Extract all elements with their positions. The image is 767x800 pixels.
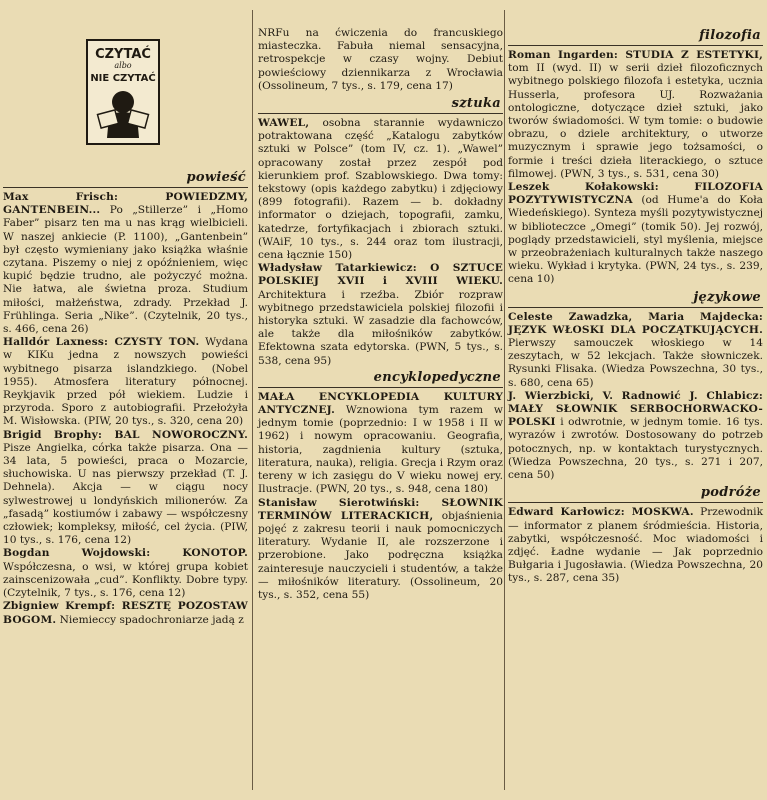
logo-line2: albo bbox=[114, 61, 132, 70]
entry-text: Po „Stillerze” i „Homo Faber” pisarz ten ma u nas krąg wielbicieli. W naszej ankiecie (P. 1100), „Gantenbein” był często wymieniany jako książka właśnie czytana. Piszemy o niej z opóźnieniem, więc kupić będzie trudno, ale pożyczyć można. Nie łatwa, ale świetna proza. Studium miłości, małżeństwa, zdrady. Przekład J. Frühlinga. Seria „Nike”. (Czytelnik, 20 tys., s. 466, cena 26) bbox=[3, 204, 248, 336]
book-entry bbox=[508, 49, 763, 181]
section-heading-powiesc: powieść bbox=[186, 170, 246, 185]
logo-area bbox=[3, 0, 248, 170]
column-2 bbox=[258, 0, 503, 602]
book-entry bbox=[3, 191, 248, 336]
book-entry bbox=[258, 391, 503, 497]
entry-author: MAŁA ENCYKLOPEDIA KULTURY ANTYCZNEJ. bbox=[258, 390, 503, 417]
book-entry bbox=[3, 429, 248, 548]
book-entry bbox=[3, 547, 248, 600]
column-divider bbox=[504, 10, 505, 790]
entry-author: Brigid Brophy: BAL NOWOROCZNY. bbox=[3, 428, 248, 441]
entry-author: Roman Ingarden: STUDIA Z ESTETYKI, bbox=[508, 49, 763, 61]
logo-line1: CZYTAĆ bbox=[95, 47, 151, 62]
section-rule bbox=[508, 307, 763, 308]
column-3 bbox=[508, 0, 763, 586]
entry-author: Zbigniew Krempf: RESZTĘ POZOSTAW BOGOM. bbox=[3, 600, 248, 626]
entry-text: Przewodnik — informator z planem śródmieścia. Historia, zabytki, współczesność. Moc wiadomości i zdjęć. Ładne wydanie — Jak poprzednio Bułgaria i Jugosławia. (Wiedza Powszechna, 20 tys., s. 287, cena 35) bbox=[508, 506, 763, 585]
section-heading-encyklopedyczne: encyklopedyczne bbox=[373, 369, 501, 385]
entry-author: Edward Karłowicz: MOSKWA. bbox=[508, 506, 694, 519]
entry-text: tom II (wyd. II) w serii dzieł filozoficznych wybitnego polskiego filozofa i estetyka, ucznia Husserla, profesora UJ. Rozważania ontologiczne, dotyczące dzieł sztuki, jako tworów świadomości. W tym tomie: o budowie obrazu, o dziele architektury, o utworze muzycznym i sprawie jego tożsamości, o formie i treści dzieła literackiego, o sztuce filmowej. (PWN, 3 tys., s. 531, cena 30) bbox=[508, 62, 763, 180]
book-entry bbox=[258, 117, 503, 262]
book-entry bbox=[508, 390, 763, 482]
entry-text: osobna starannie wydawniczo potraktowana część „Katalogu zabytków sztuki w Polsce” (tom IV, cz. 1). „Wawel” opracowany został przez zespół pod kierunkiem prof. Szablowskiego. Dwa tomy: tekstowy (opis każdego zabytku) i zdjęciowy (899 fotografii). Razem — b. dokładny informator o dziejach, topografii, zamku, katedrze, fortyfikacjach i zbiorach sztuki. (WAiF, 10 tys., s. 244 oraz tom ilustracji, cena łącznie 150) bbox=[258, 117, 503, 262]
column-1 bbox=[3, 0, 248, 627]
entry-text: i odwrotnie, w jednym tomie. 16 tys. wyrazów i zwrotów. Dostosowany do potrzeb potocznych, np. w kontaktach turystycznych. (Wiedza Powszechna, 20 tys., s. 271 i 207, cena 50) bbox=[508, 416, 763, 482]
book-entry bbox=[508, 311, 763, 390]
entry-text: Wydana w KIKu jedna z nowszych powieści wybitnego pisarza islandzkiego. (Nobel 1955). Atmosfera literatury północnej. Reykjavik przed pół wiekiem. Ludzie i przyroda. Sporo z autobiografii. Przełożyła M. Wisłowska. (PIW, 20 tys., s. 320, cena 20) bbox=[3, 336, 248, 428]
section-heading-jezykowe: językowe bbox=[693, 289, 761, 305]
entry-author: J. Wierzbicki, V. Radnowić J. Chlabicz: MAŁY SŁOWNIK SERBOCHORWACKO-POLSKI bbox=[508, 389, 763, 429]
entry-text: Pisze Angielka, córka także pisarza. Ona — 34 lata, 5 powieści, praca o Mozarcie, słuchowiska. U nas pierwszy przekład (T. J. Dehnela). Akcja — w ciągu nocy sylwestrowej u londyńskich milionerów. Za „fasadą” kostiumów i zabawy — współczesny człowiek; kompleksy, miłość, cel życia. (PIW, 10 tys., s. 176, cena 12) bbox=[3, 441, 248, 547]
entry-text: (od Hume'a do Koła Wiedeńskiego). Synteza myśli pozytywistycznej w biblioteczce „Omegi” (tomik 50). Jej rozwój, poglądy przedstawicieli, styl myślenia, miejsce w przeobrażeniach kulturalnych także naszego wieku. Wykład i krytyka. (PWN, 24 tys., s. 239, cena 10) bbox=[508, 194, 763, 286]
section-rule bbox=[508, 502, 763, 503]
entry-author: Halldór Laxness: CZYSTY TON. bbox=[3, 336, 200, 349]
entry-author: Celeste Zawadzka, Maria Majdecka: JĘZYK WŁOSKI DLA POCZĄTKUJĄCYCH. bbox=[508, 310, 763, 336]
logo-line3: NIE CZYTAĆ bbox=[90, 73, 156, 84]
entry-author: Leszek Kołakowski: FILOZOFIA POZYTYWISTYCZNA bbox=[508, 181, 763, 207]
entry-author: Bogdan Wojdowski: KONOTOP. bbox=[3, 547, 248, 560]
section-rule bbox=[3, 187, 248, 188]
book-entry bbox=[3, 336, 248, 428]
section-rule bbox=[508, 45, 763, 46]
entry-text: Architektura i rzeźba. Zbiór rozpraw wybitnego przedstawiciela polskiej filozofii i historyka sztuki. W zasadzie dla fachowców, ale także dla miłośników zabytków. Efektowna szata edytorska. (PWN, 5 tys., s. 538, cena 95) bbox=[258, 288, 503, 367]
book-entry bbox=[3, 600, 248, 626]
entry-author: Władysław Tatarkiewicz: O SZTUCE POLSKIEJ XVII i XVIII WIEKU. bbox=[258, 262, 503, 288]
entry-author: WAWEL, bbox=[258, 117, 310, 130]
book-entry bbox=[258, 497, 503, 603]
entry-text: Wznowiona tym razem w jednym tomie (poprzednio: I w 1958 i II w 1962) i nowym opracowaniu. Geografia, historia, zagdnienia kultury (sztuka, literatura, nauka), religia. Grecja i Rzym oraz tereny w ich zasięgu do V wieku nowej ery. Ilustracje. (PWN, 20 tys., s. 948, cena 180) bbox=[258, 404, 503, 496]
book-entry bbox=[508, 181, 763, 287]
section-heading-filozofia: filozofia bbox=[699, 28, 761, 43]
column-divider bbox=[252, 10, 253, 790]
book-entry bbox=[258, 27, 503, 93]
entry-text: Pierwszy samouczek włoskiego w 14 zeszytach, w 52 lekcjach. Także słowniczek. Rysunki Flisaka. (Wiedza Powszechna, 30 tys., s. 680, cena 65) bbox=[508, 337, 763, 389]
section-rule bbox=[258, 113, 503, 114]
czytac-logo bbox=[85, 38, 161, 146]
entry-text: objaśnienia pojęć z zakresu teorii i nauk pomocniczych literatury. Wydanie II, ale rozszerzone i przerobione. Jako podręczna książka zainteresuje nauczycieli i studentów, a także — miłośników literatury. (Ossolineum, 20 tys., s. 352, cena 55) bbox=[258, 509, 504, 601]
entry-author: Max Frisch: POWIEDZMY, GANTENBEIN... bbox=[3, 191, 248, 217]
entry-text: NRFu na ćwiczenia do francuskiego miasteczka. Fabuła niemal sensacyjna, retrospekcje w czasy wojny. Debiut powieściowy dziennikarza z Wrocławia (Ossolineum, 7 tys., s. 179, cena 17) bbox=[258, 27, 503, 92]
section-heading-sztuka: sztuka bbox=[451, 96, 501, 112]
section-heading-podroze: podróże bbox=[700, 485, 761, 501]
entry-author: Stanisław Sierotwiński: SŁOWNIK TERMINÓW LITERACKICH, bbox=[258, 496, 503, 522]
book-entry bbox=[258, 262, 503, 368]
entry-text: Niemieccy spadochroniarze jadą z bbox=[56, 613, 244, 626]
reader-drawing-icon bbox=[85, 38, 161, 146]
book-entry bbox=[508, 506, 763, 585]
section-rule bbox=[258, 387, 503, 388]
entry-text: Współczesna, o wsi, w której grupa kobiet zainscenizowała „cud”. Konflikty. Dobre typy. (Czytelnik, 7 tys., s. 176, cena 12) bbox=[3, 560, 248, 600]
